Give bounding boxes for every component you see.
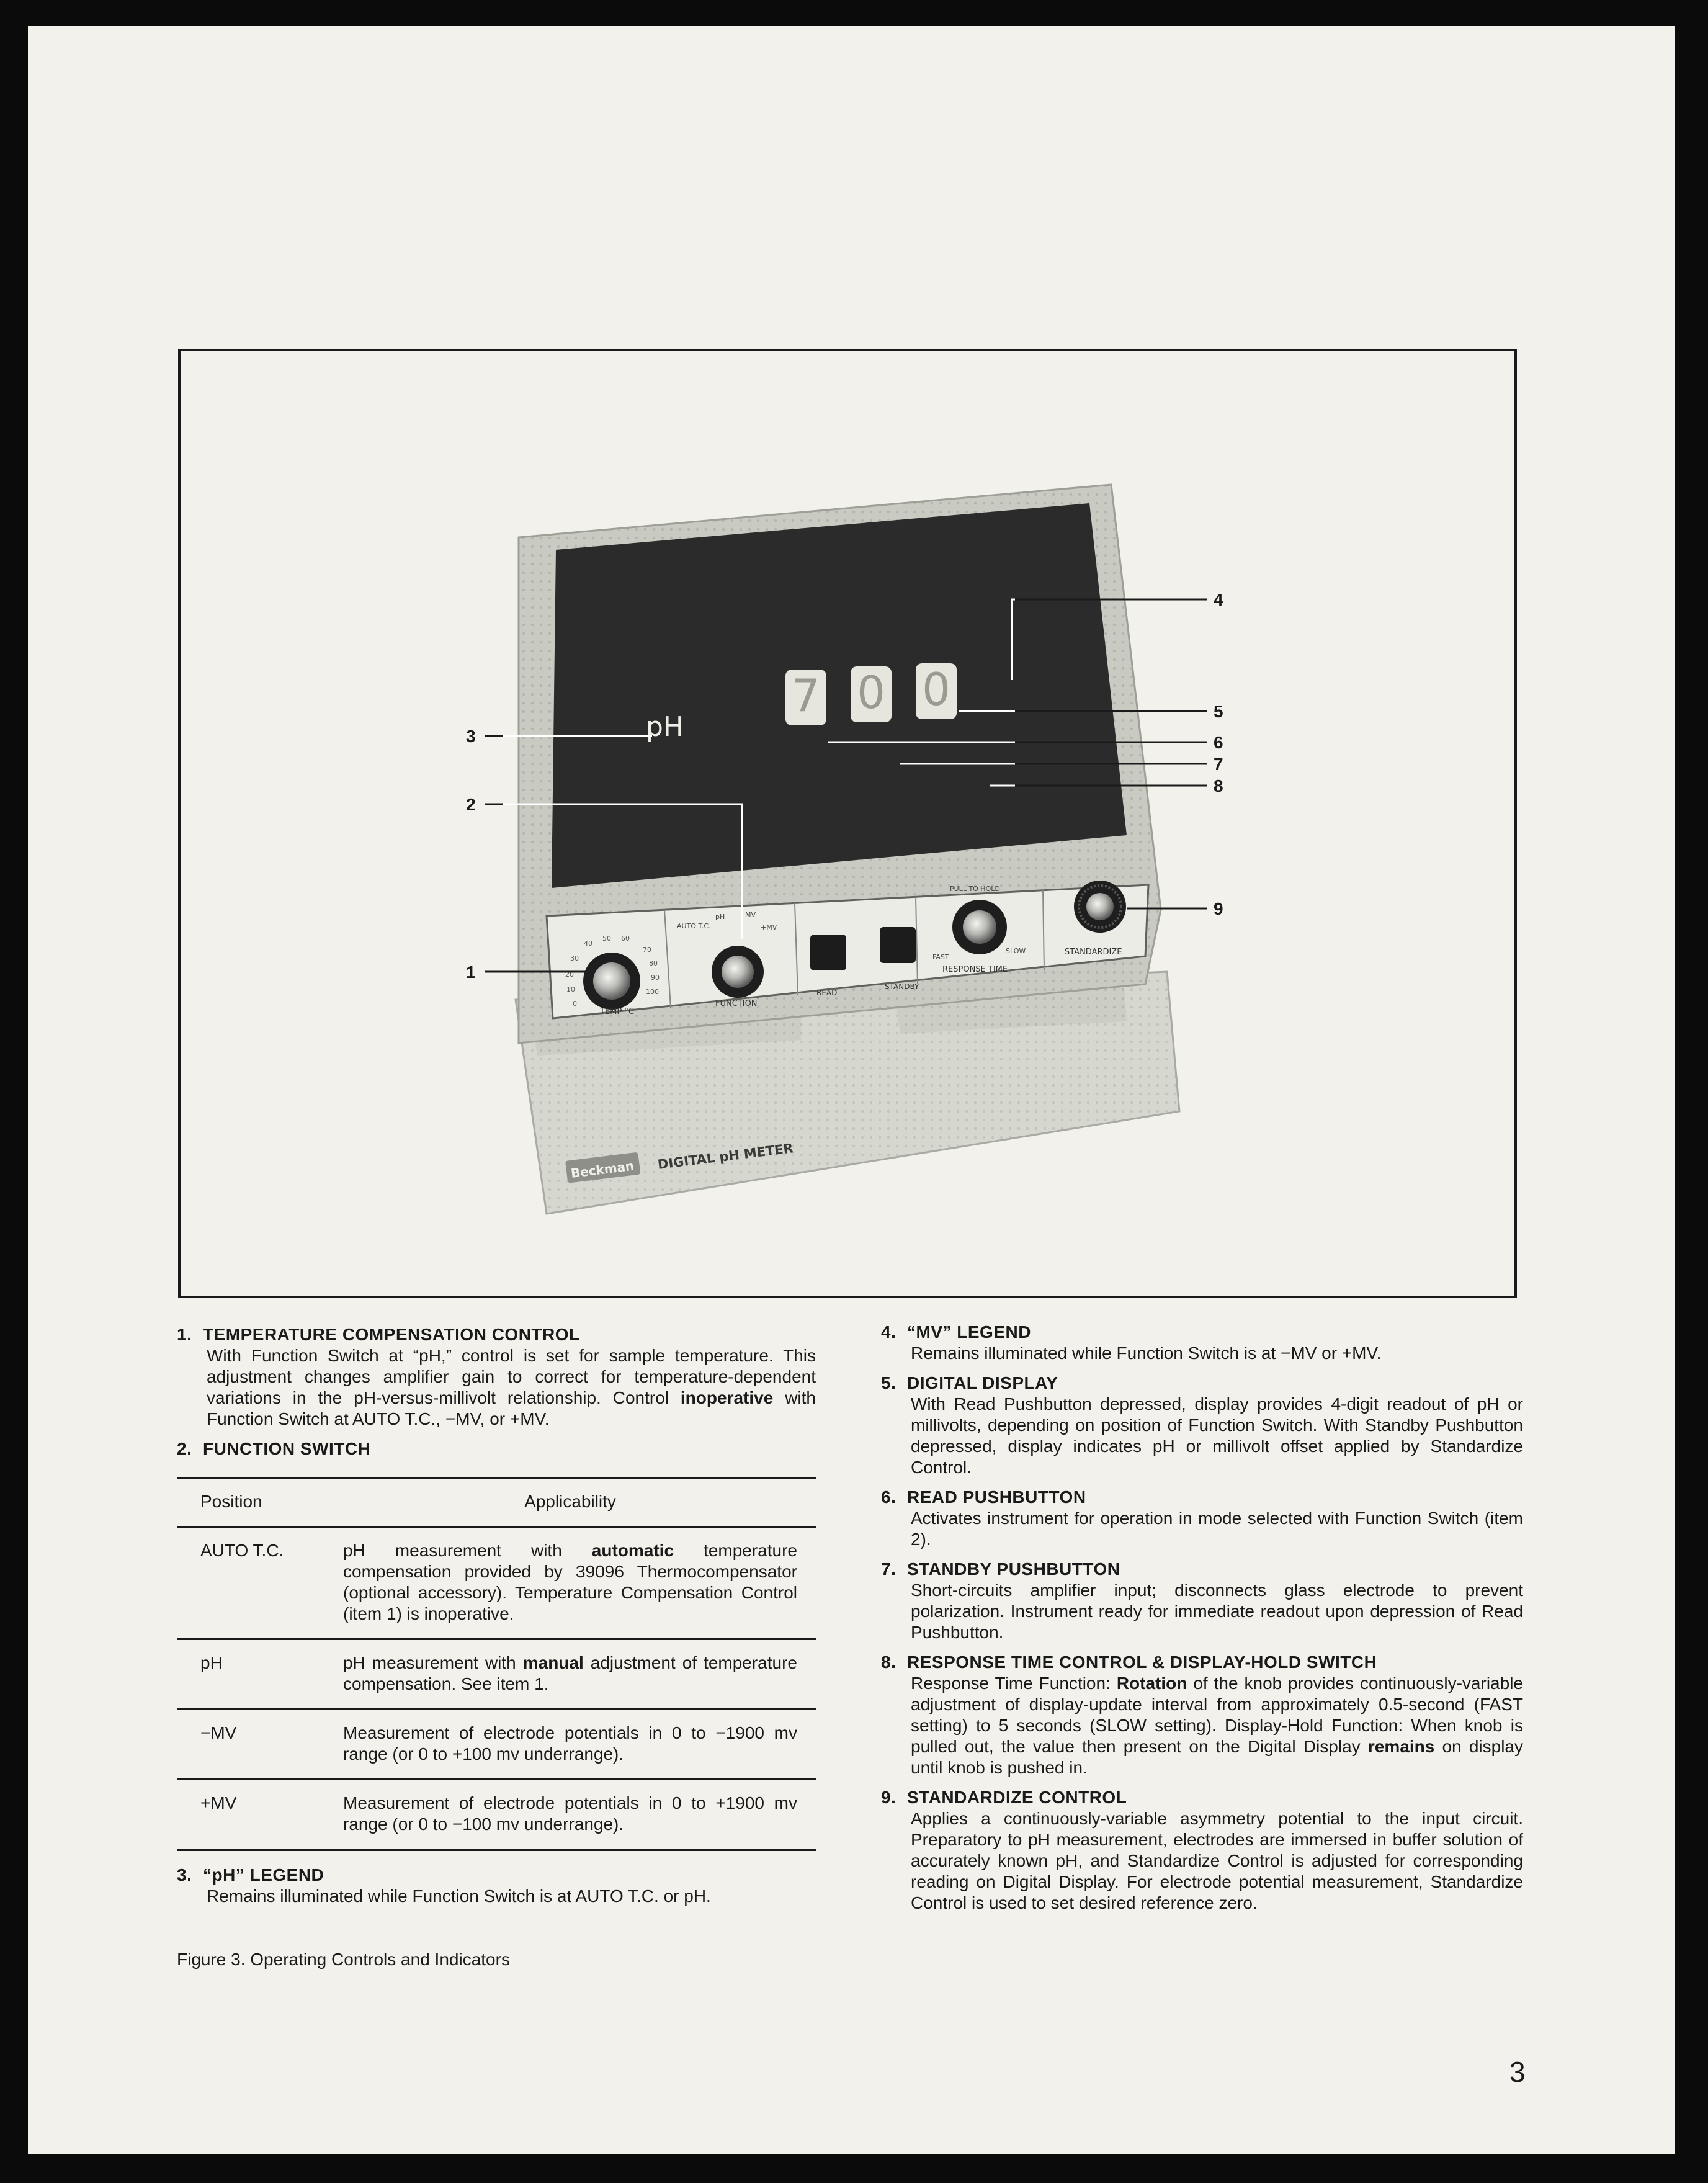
read-label: READ <box>816 988 838 997</box>
text-run: Response Time Function: <box>911 1674 1117 1693</box>
applicability-cell: Measurement of electrode potentials in 0 to +1900 mv range (or 0 to −100 mv underrange). <box>343 1793 797 1834</box>
position-cell: +MV <box>200 1793 237 1813</box>
callout-9: 9 <box>1214 899 1223 918</box>
page-number: 3 <box>1509 2056 1526 2088</box>
item-title: DIGITAL DISPLAY <box>907 1373 1058 1392</box>
emphasis: inoperative <box>680 1388 774 1407</box>
right-column <box>881 1322 1523 1922</box>
item-mv-legend <box>881 1322 1523 1364</box>
digital-display <box>785 663 957 725</box>
callout-6: 6 <box>1214 733 1223 752</box>
item-number: 3. <box>177 1865 192 1885</box>
text-run: adjustment of temperature compensation. See item 1. <box>343 1653 798 1693</box>
callout-5: 5 <box>1214 702 1223 721</box>
item-title: “pH” LEGEND <box>203 1865 324 1885</box>
item-title: FUNCTION SWITCH <box>203 1439 371 1458</box>
slow-label: SLOW <box>1006 947 1026 955</box>
item-standby-pushbutton <box>881 1559 1523 1643</box>
item-number: 4. <box>881 1322 896 1342</box>
model-label: DIGITAL pH METER <box>656 1141 794 1172</box>
item-standardize-control <box>881 1787 1523 1914</box>
callout-1: 1 <box>466 962 476 982</box>
emphasis: remains <box>1367 1737 1435 1756</box>
text-run: of the knob provides continuously-variable adjustment of display-update interval from approximately 0.5-second (FAST setting) to 5 seconds (SLOW setting). Display-Hold Function: When knob is pulled out, the value then present on the Digital Display <box>911 1674 1523 1756</box>
item-response-time-control <box>881 1652 1523 1778</box>
applicability-cell <box>343 1639 816 1710</box>
document-page <box>28 26 1675 2154</box>
text-run: pH measurement with <box>343 1653 523 1672</box>
item-number: 2. <box>177 1439 192 1458</box>
emphasis: automatic <box>591 1541 674 1560</box>
left-column <box>177 1324 816 1916</box>
text-run: temperature compensation provided by 39096 Thermocompensator (optional accessory). Temperature Compensation Control (item 1) is inoperative. <box>343 1541 797 1623</box>
position-cell: AUTO T.C. <box>200 1541 284 1560</box>
item-number: 9. <box>881 1788 896 1807</box>
item-title: RESPONSE TIME CONTROL & DISPLAY-HOLD SWITCH <box>907 1652 1377 1672</box>
table-row <box>177 1780 816 1850</box>
item-function-switch <box>177 1438 816 1459</box>
item-number: 6. <box>881 1487 896 1507</box>
pull-to-hold-label: PULL TO HOLD <box>950 885 1000 893</box>
applicability-cell: Measurement of electrode potentials in 0 to −1900 mv range (or 0 to +100 mv underrange). <box>343 1723 797 1764</box>
read-pushbutton[interactable] <box>810 935 846 970</box>
item-number: 7. <box>881 1559 896 1579</box>
callout-2: 2 <box>466 795 476 814</box>
item-temperature-compensation <box>177 1324 816 1430</box>
function-label: FUNCTION <box>715 999 758 1008</box>
item-number: 8. <box>881 1652 896 1672</box>
table-row <box>177 1639 816 1710</box>
item-title: READ PUSHBUTTON <box>907 1487 1086 1507</box>
text-run: With Function Switch at “pH,” control is set for sample temperature. This adjustment changes amplifier gain to correct for temperature-dependent variations in the pH-versus-millivolt relationship. Control <box>207 1346 816 1407</box>
figure-caption: Figure 3. Operating Controls and Indicators <box>177 1950 510 1969</box>
temp-tick: 70 <box>643 946 651 954</box>
table-row <box>177 1710 816 1780</box>
column-header-applicability: Applicability <box>524 1492 616 1511</box>
table-row <box>177 1527 816 1639</box>
item-ph-legend <box>177 1865 816 1907</box>
standby-label: STANDBY <box>885 982 919 991</box>
item-description: Remains illuminated while Function Switch is at −MV or +MV. <box>911 1343 1382 1363</box>
ph-meter-illustration <box>181 351 1514 1296</box>
text-run: with Function Switch at AUTO T.C., −MV, or +MV. <box>207 1388 816 1428</box>
item-read-pushbutton <box>881 1487 1523 1550</box>
standardize-label: STANDARDIZE <box>1065 948 1122 957</box>
item-title: STANDBY PUSHBUTTON <box>907 1559 1120 1579</box>
text-run: on display until knob is pushed in. <box>911 1737 1523 1777</box>
item-description: Activates instrument for operation in mode selected with Function Switch (item 2). <box>911 1508 1523 1549</box>
temp-tick: 20 <box>565 970 574 979</box>
emphasis: manual <box>522 1653 584 1672</box>
display-digit-3: 0 <box>922 663 950 715</box>
item-description: With Read Pushbutton depressed, display provides 4-digit readout of pH or millivolts, depending on position of Function Switch. With Standby Pushbutton depressed, display indicates pH or millivolt offset applied by Standardize Control. <box>911 1394 1523 1477</box>
brand-logo: Beckman <box>570 1158 635 1181</box>
applicability-cell <box>343 1527 816 1639</box>
item-description: Applies a continuously-variable asymmetry potential to the input circuit. Preparatory to pH measurement, electrodes are immersed in buffer solution of accurately known pH, and Standardize Control is adjusted for corresponding reading on Digital Display. For electrode potential measurement, Standardize Control is used to set desired reference zero. <box>911 1809 1523 1912</box>
ph-legend: pH <box>646 711 684 743</box>
position-cell: −MV <box>200 1723 237 1742</box>
item-digital-display <box>881 1373 1523 1478</box>
auto-tc-label: AUTO T.C. <box>677 922 711 930</box>
display-digit-1: 7 <box>792 670 820 722</box>
column-header-position: Position <box>200 1492 262 1511</box>
item-title: “MV” LEGEND <box>907 1322 1031 1342</box>
standby-pushbutton[interactable] <box>880 927 916 963</box>
ph-position-label: pH <box>715 913 725 921</box>
item-description <box>911 1673 1523 1778</box>
response-time-label: RESPONSE TIME <box>942 965 1008 974</box>
item-number: 5. <box>881 1373 896 1392</box>
temp-tick: 90 <box>651 974 660 982</box>
item-number: 1. <box>177 1325 192 1344</box>
temp-tick: 100 <box>646 988 659 996</box>
callout-8: 8 <box>1214 776 1223 796</box>
display-digit-2: 0 <box>857 666 885 719</box>
temp-tick: 30 <box>570 954 579 962</box>
temp-tick: 10 <box>566 985 575 993</box>
item-description: Remains illuminated while Function Switch is at AUTO T.C. or pH. <box>207 1886 711 1906</box>
callout-7: 7 <box>1214 755 1223 774</box>
temp-tick: 50 <box>602 935 611 943</box>
callout-3: 3 <box>466 727 476 746</box>
item-title: TEMPERATURE COMPENSATION CONTROL <box>203 1325 580 1344</box>
display-window <box>552 503 1127 888</box>
temp-label: TEMP °C <box>600 1007 634 1016</box>
emphasis: Rotation <box>1116 1674 1187 1693</box>
text-run: pH measurement with <box>343 1541 592 1560</box>
item-title: STANDARDIZE CONTROL <box>907 1788 1127 1807</box>
function-switch-table <box>177 1477 816 1851</box>
mv-position-label: MV <box>745 911 756 919</box>
item-description <box>207 1345 816 1430</box>
temp-tick: 80 <box>649 959 658 967</box>
figure-frame <box>178 349 1517 1298</box>
plus-mv-position-label: +MV <box>761 923 777 931</box>
position-cell: pH <box>200 1653 223 1672</box>
callout-4: 4 <box>1214 590 1223 609</box>
item-description: Short-circuits amplifier input; disconnects glass electrode to prevent polarization. Instrument ready for immediate readout upon depression of Read Pushbutton. <box>911 1580 1523 1642</box>
temp-tick: 60 <box>621 935 630 943</box>
fast-label: FAST <box>932 953 949 961</box>
temp-tick: 40 <box>584 939 592 948</box>
temp-tick: 0 <box>573 1000 577 1008</box>
